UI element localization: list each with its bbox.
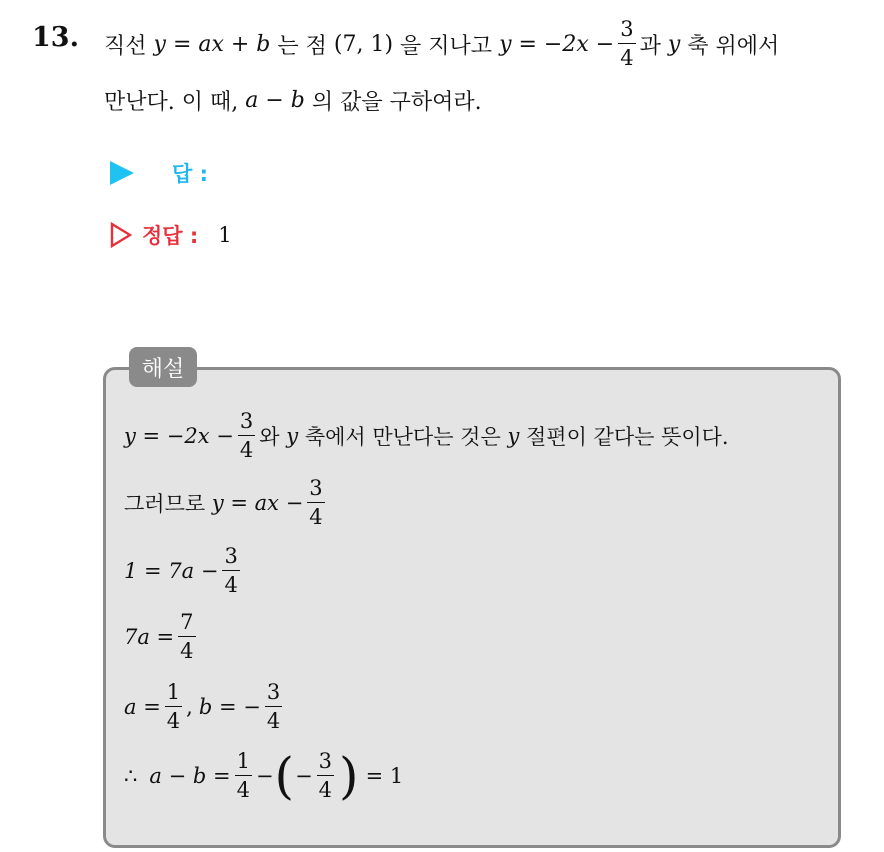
- fraction-numerator: 7: [180, 610, 194, 634]
- fraction-numerator: 3: [239, 409, 254, 433]
- solution-line-6: [124, 744, 403, 808]
- separator: ,: [186, 695, 193, 719]
- fraction-bar: [238, 435, 255, 436]
- question-text: 을 지나고: [400, 33, 493, 59]
- question-text: 축 위에서: [687, 33, 780, 59]
- fraction-denominator: 4: [620, 46, 634, 70]
- solution-line-3: [124, 540, 244, 602]
- fraction-numerator: 3: [309, 476, 323, 500]
- solution-equation: y = −2x −: [124, 424, 234, 448]
- fraction-numerator: 1: [236, 749, 250, 773]
- solution-line-4: [124, 606, 200, 668]
- question-text: 만난다. 이 때,: [104, 89, 239, 115]
- fraction-bar: [265, 706, 282, 707]
- solution-equation: a − b =: [149, 764, 231, 788]
- solution-text: 절편이 같다는 뜻이다.: [526, 425, 729, 449]
- fraction-numerator: 3: [224, 544, 238, 568]
- correct-answer-value: 1: [218, 223, 232, 247]
- question-number: 13.: [32, 22, 79, 53]
- fraction: [178, 612, 195, 662]
- fraction: [317, 751, 334, 801]
- fraction-bar: [222, 570, 239, 571]
- answer-row: [110, 158, 228, 188]
- fraction-bar: [317, 775, 334, 776]
- fraction-bar: [307, 502, 324, 503]
- correct-answer-label: 정답 :: [142, 224, 199, 248]
- fraction: [618, 19, 635, 69]
- question-line-2: [104, 80, 482, 120]
- equation-line-2: y = −2x −: [499, 31, 615, 57]
- fraction: [307, 478, 324, 528]
- fraction-bar: [618, 43, 635, 44]
- minus-sign: −: [295, 764, 313, 788]
- fraction-numerator: 1: [166, 680, 181, 704]
- play-icon: [110, 161, 134, 185]
- expression: a − b: [245, 87, 305, 113]
- therefore-symbol: ∴: [124, 764, 138, 788]
- fraction-denominator: 4: [180, 639, 194, 663]
- fraction: [165, 682, 182, 732]
- answer-label: 답 :: [172, 162, 208, 186]
- question-text: 직선: [104, 33, 147, 59]
- solution-tag: 해설: [129, 347, 197, 387]
- question-text: 의 값을 구하여라.: [311, 89, 482, 115]
- fraction-denominator: 4: [239, 438, 254, 462]
- right-parenthesis: ): [339, 747, 359, 805]
- solution-text: 축에서 만난다는 것은: [304, 425, 501, 449]
- y-variable: y: [667, 31, 681, 57]
- fraction-numerator: 3: [266, 680, 281, 704]
- fraction-denominator: 4: [166, 709, 181, 733]
- minus-sign: −: [255, 764, 274, 788]
- left-parenthesis: (: [274, 747, 295, 805]
- point-coordinates: (7, 1): [333, 31, 394, 57]
- fraction-denominator: 4: [266, 709, 281, 733]
- fraction-numerator: 3: [620, 17, 634, 41]
- fraction: [265, 682, 282, 732]
- fraction-bar: [178, 636, 195, 637]
- solution-line-2: [124, 472, 329, 534]
- fraction-denominator: 4: [318, 778, 333, 802]
- solution-line-1: [124, 402, 729, 470]
- fraction-numerator: 3: [318, 749, 333, 773]
- equation-line: y = ax + b: [153, 31, 271, 57]
- fraction-denominator: 4: [236, 778, 250, 802]
- play-outline-icon: [110, 222, 132, 248]
- solution-text: 그러므로: [124, 492, 206, 516]
- question-text: 는 점: [277, 33, 327, 59]
- fraction: [222, 546, 239, 596]
- solution-text: 와: [259, 425, 280, 449]
- fraction-denominator: 4: [309, 505, 323, 529]
- fraction-denominator: 4: [224, 573, 238, 597]
- solution-equation: a =: [124, 695, 161, 719]
- y-variable: y: [507, 424, 520, 448]
- fraction: [238, 411, 255, 461]
- fraction-bar: [235, 775, 252, 776]
- solution-equation: y = ax −: [211, 491, 304, 515]
- solution-equation: b = −: [198, 695, 261, 719]
- correct-answer-row: [110, 220, 232, 250]
- fraction-bar: [165, 706, 182, 707]
- question-line-1: [104, 12, 779, 76]
- solution-equation: 7a =: [124, 625, 175, 649]
- solution-result: = 1: [365, 764, 404, 788]
- question-text: 과: [639, 33, 661, 59]
- solution-line-5: [124, 676, 286, 738]
- y-variable: y: [286, 424, 299, 448]
- solution-equation: 1 = 7a −: [124, 559, 219, 583]
- fraction: [235, 751, 252, 801]
